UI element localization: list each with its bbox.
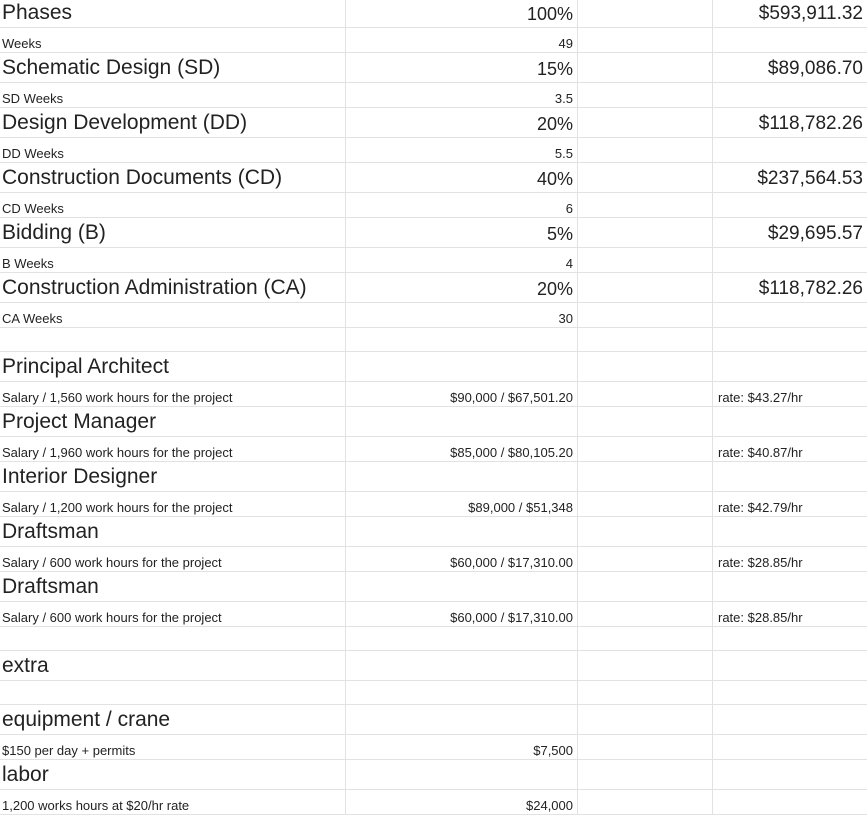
cell-value[interactable]: 5% [346,218,578,247]
cell-amount[interactable] [713,572,867,601]
cell-value[interactable]: $24,000 [346,790,578,814]
cell-empty[interactable] [578,273,713,302]
sheet-row [0,108,867,138]
cell-empty[interactable] [578,517,713,546]
cell-value[interactable]: 20% [346,273,578,302]
cell-empty[interactable] [578,382,713,406]
cell-label[interactable]: Interior Designer [0,462,346,491]
sheet-row [0,138,867,163]
cell-empty[interactable] [578,248,713,272]
cell-label[interactable]: CD Weeks [0,193,346,217]
sheet-row [0,407,867,437]
cell-label[interactable]: Phases [0,0,346,27]
cell-value[interactable] [346,517,578,546]
cell-rate[interactable]: rate: $28.85/hr [718,555,803,570]
cell-empty[interactable] [578,705,713,734]
cell-empty[interactable] [578,53,713,82]
cell-label[interactable]: Salary / 1,960 work hours for the project [0,437,346,461]
sheet-row [0,328,867,352]
cell-empty[interactable] [578,651,713,680]
cell-amount[interactable]: $118,782.26 [758,278,863,299]
sheet-row [0,83,867,108]
cell-value[interactable]: 4 [346,248,578,272]
cell-amount[interactable] [713,193,867,217]
cell-value[interactable]: 20% [346,108,578,137]
cell-amount[interactable] [713,790,867,814]
cell-value[interactable]: $85,000 / $80,105.20 [346,437,578,461]
cell-empty[interactable] [578,407,713,436]
cell-empty[interactable] [578,163,713,192]
cell-value[interactable]: 15% [346,53,578,82]
cell-label[interactable]: Draftsman [0,572,346,601]
cell-amount[interactable] [713,352,867,381]
sheet-row [0,572,867,602]
cell-empty[interactable] [578,193,713,217]
cell-value[interactable]: 40% [346,163,578,192]
cell-value[interactable] [346,407,578,436]
sheet-row [0,602,867,627]
cell-empty[interactable] [578,602,713,626]
cell-amount[interactable] [713,735,867,759]
cell-amount[interactable]: $29,695.57 [767,223,863,244]
cell-amount[interactable] [713,651,867,680]
cell-label[interactable]: Salary / 1,200 work hours for the project [0,492,346,516]
cell-empty[interactable] [578,28,713,52]
cell-empty[interactable] [578,760,713,789]
cell-empty[interactable] [578,138,713,162]
sheet-row [0,547,867,572]
cell-value[interactable]: $89,000 / $51,348 [346,492,578,516]
cell-amount[interactable] [713,248,867,272]
cell-label[interactable]: Salary / 600 work hours for the project [0,602,346,626]
sheet-row [0,760,867,790]
cell-empty[interactable] [578,437,713,461]
cell-label[interactable]: DD Weeks [0,138,346,162]
sheet-row [0,651,867,681]
cell-value[interactable]: 3.5 [346,83,578,107]
cell-empty[interactable] [578,790,713,814]
sheet-row [0,248,867,273]
cell-empty[interactable] [578,627,713,650]
sheet-row [0,517,867,547]
sheet-row [0,28,867,53]
sheet-row [0,735,867,760]
sheet-row [0,437,867,462]
cell-label[interactable]: CA Weeks [0,303,346,327]
sheet-row [0,382,867,407]
cell-label[interactable]: Salary / 600 work hours for the project [0,547,346,571]
cell-label[interactable]: Project Manager [0,407,346,436]
cell-empty[interactable] [578,547,713,571]
sheet-row [0,218,867,248]
sheet-row [0,790,867,815]
sheet-row [0,462,867,492]
cell-amount[interactable]: $593,911.32 [758,3,863,24]
sheet-row [0,163,867,193]
cell-value[interactable]: 30 [346,303,578,327]
cell-empty[interactable] [578,303,713,327]
cell-label[interactable]: equipment / crane [0,705,346,734]
cell-value[interactable] [346,328,578,351]
sheet-row [0,53,867,83]
cell-empty[interactable] [578,328,713,351]
sheet-row [0,0,867,28]
cell-label[interactable]: Draftsman [0,517,346,546]
cell-value[interactable] [346,462,578,491]
cell-value[interactable]: 100% [346,0,578,27]
cell-value[interactable] [346,705,578,734]
cell-label[interactable]: extra [0,651,346,680]
cell-empty[interactable] [578,681,713,704]
cell-label[interactable]: Weeks [0,28,346,52]
cell-amount[interactable] [713,328,867,351]
cell-value[interactable] [346,572,578,601]
sheet-row [0,352,867,382]
cell-empty[interactable] [578,572,713,601]
cell-label[interactable]: 1,200 works hours at $20/hr rate [0,790,346,814]
cell-value[interactable] [346,651,578,680]
cell-rate[interactable]: rate: $40.87/hr [718,445,803,460]
sheet-row [0,681,867,705]
sheet-row [0,627,867,651]
cell-label[interactable]: B Weeks [0,248,346,272]
cell-empty[interactable] [578,462,713,491]
cell-value[interactable]: $60,000 / $17,310.00 [346,547,578,571]
cell-label[interactable]: $150 per day + permits [0,735,346,759]
sheet-row [0,273,867,303]
cell-amount[interactable]: $118,782.26 [758,113,863,134]
sheet-row [0,492,867,517]
cell-label[interactable] [0,328,346,351]
cell-label[interactable]: Schematic Design (SD) [0,53,346,82]
cell-label[interactable]: Salary / 1,560 work hours for the project [0,382,346,406]
cell-value[interactable]: $7,500 [346,735,578,759]
cell-label[interactable]: Principal Architect [0,352,346,381]
cell-empty[interactable] [578,218,713,247]
cell-value[interactable] [346,760,578,789]
cell-amount[interactable] [713,138,867,162]
cell-empty[interactable] [578,352,713,381]
cell-amount[interactable] [713,627,867,650]
cell-label[interactable]: SD Weeks [0,83,346,107]
sheet-row [0,705,867,735]
cell-value[interactable] [346,352,578,381]
cell-amount[interactable] [713,760,867,789]
cell-empty[interactable] [578,735,713,759]
cell-value[interactable]: 49 [346,28,578,52]
cell-label[interactable]: Construction Documents (CD) [0,163,346,192]
sheet-row [0,193,867,218]
cell-rate[interactable]: rate: $43.27/hr [718,390,803,405]
cell-amount[interactable]: $89,086.70 [767,58,863,79]
cell-empty[interactable] [578,83,713,107]
cell-label[interactable]: labor [0,760,346,789]
cell-amount[interactable] [713,407,867,436]
cell-rate[interactable]: rate: $42.79/hr [718,500,803,515]
cell-value[interactable]: $60,000 / $17,310.00 [346,602,578,626]
cell-empty[interactable] [578,492,713,516]
cell-amount[interactable] [713,303,867,327]
cell-amount[interactable] [713,462,867,491]
cell-label[interactable]: Bidding (B) [0,218,346,247]
cell-amount[interactable]: $237,564.53 [757,168,863,189]
cell-value[interactable]: $90,000 / $67,501.20 [346,382,578,406]
cell-amount[interactable] [713,681,867,704]
cell-rate[interactable]: rate: $28.85/hr [718,610,803,625]
sheet-row [0,303,867,328]
cell-value[interactable]: 6 [346,193,578,217]
cell-amount[interactable] [713,28,867,52]
cell-amount[interactable] [713,83,867,107]
cell-label[interactable]: Construction Administration (CA) [0,273,346,302]
cell-label[interactable] [0,681,346,704]
cell-label[interactable]: Design Development (DD) [0,108,346,137]
cell-amount[interactable] [713,517,867,546]
cell-amount[interactable] [713,705,867,734]
cell-label[interactable] [0,627,346,650]
cell-value[interactable] [346,627,578,650]
cell-value[interactable] [346,681,578,704]
cell-empty[interactable] [578,0,713,27]
cell-value[interactable]: 5.5 [346,138,578,162]
cell-empty[interactable] [578,108,713,137]
